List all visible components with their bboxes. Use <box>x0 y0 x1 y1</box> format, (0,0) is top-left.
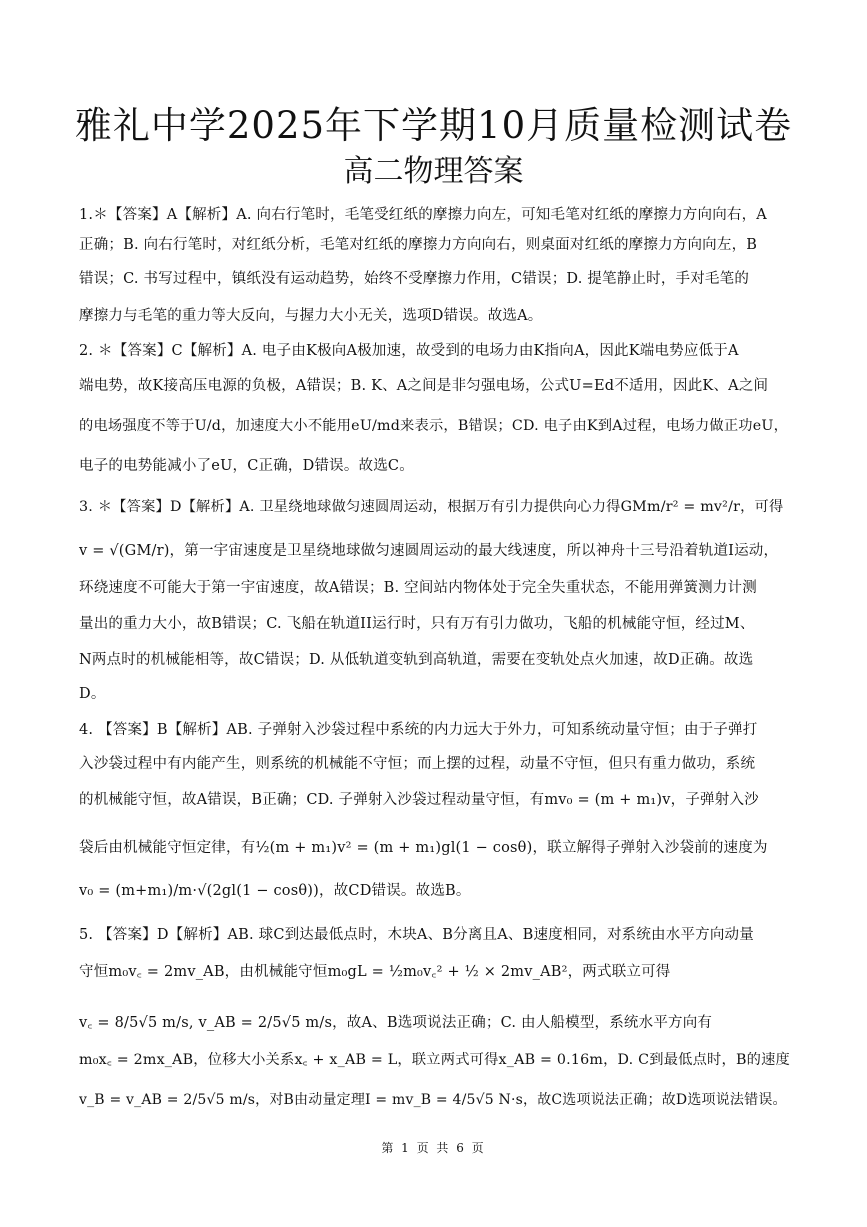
answer-2-line-4: 电子的电势能减小了eU，C正确，D错误。故选C。 <box>79 458 414 474</box>
answer-4-line-4: 袋后由机械能守恒定律，有½(m + m₁)v² = (m + m₁)gl(1 − cosθ)，联立解得子弹射入沙袋前的速度为 <box>79 840 768 856</box>
answer-1-line-4: 摩擦力与毛笔的重力等大反向，与握力大小无关，选项D错误。故选A。 <box>79 308 543 324</box>
answer-3-line-5: N两点时的机械能相等，故C错误；D. 从低轨道变轨到高轨道，需要在变轨处点火加速，故D正确。故选 <box>79 652 754 668</box>
answer-1-line-3: 错误；C. 书写过程中，镇纸没有运动趋势，始终不受摩擦力作用，C错误；D. 提笔静止时，手对毛笔的 <box>79 271 750 287</box>
answer-4-line-3: 的机械能守恒，故A错误，B正确；CD. 子弹射入沙袋过程动量守恒，有mv₀ = (m + m₁)v，子弹射入沙 <box>79 792 759 808</box>
answer-5-line-2: 守恒m₀v꜀ = 2mv_AB，由机械能守恒m₀gL = ½m₀v꜀² + ½ × 2mv_AB²，两式联立可得 <box>79 964 671 980</box>
answer-3-line-3: 环绕速度不可能大于第一宇宙速度，故A错误；B. 空间站内物体处于完全失重状态，不能用弹簧测力计测 <box>79 580 757 596</box>
answer-3-line-6: D。 <box>79 686 106 702</box>
answer-2-line-3: 的电场强度不等于U/d，加速度大小不能用eU/md来表示，B错误；CD. 电子由K到A过程，电场力做正功eU， <box>79 418 789 434</box>
answer-2-line-2: 端电势，故K接高压电源的负极，A错误；B. K、A之间是非匀强电场，公式U=Ed不适用，因此K、A之间 <box>79 378 769 394</box>
answer-3-line-2: v = √(GM/r)，第一宇宙速度是卫星绕地球做匀速圆周运动的最大线速度，所以神舟十三号沿着轨道I运动， <box>79 543 779 559</box>
page-subtitle: 高二物理答案 <box>343 154 524 189</box>
answer-5-line-5: v_B = v_AB = 2/5√5 m/s，对B由动量定理I = mv_B = 4/5√5 N·s，故C选项说法正确；故D选项说法错误。 <box>79 1092 787 1108</box>
answer-3-line-4: 量出的重力大小，故B错误；C. 飞船在轨道II运行时，只有万有引力做功，飞船的机械能守恒，经过M、 <box>79 616 755 632</box>
answer-1-line-1: 1.＊【答案】A【解析】A. 向右行笔时，毛笔受红纸的摩擦力向左，可知毛笔对红纸的摩擦力方向向右，A <box>79 207 767 223</box>
answer-1-line-2: 正确；B. 向右行笔时，对红纸分析，毛笔对红纸的摩擦力方向向右，则桌面对红纸的摩擦力方向向左，B <box>79 237 758 253</box>
page-title: 雅礼中学2025年下学期10月质量检测试卷 <box>74 104 793 147</box>
answer-5-line-1: 5. 【答案】D【解析】AB. 球C到达最低点时，木块A、B分离且A、B速度相同，对系统由水平方向动量 <box>79 927 754 943</box>
answer-4-line-2: 入沙袋过程中有内能产生，则系统的机械能不守恒；而上摆的过程，动量不守恒，但只有重力做功，系统 <box>79 756 756 772</box>
answer-2-line-1: 2. ＊【答案】C【解析】A. 电子由K极向A极加速，故受到的电场力由K指向A，因此K端电势应低于A <box>79 343 739 359</box>
answer-5-line-4: m₀x꜀ = 2mx_AB，位移大小关系x꜀ + x_AB = L，联立两式可得x_AB = 0.16m，D. C到最低点时，B的速度 <box>79 1052 790 1068</box>
answer-4-line-1: 4. 【答案】B【解析】AB. 子弹射入沙袋过程中系统的内力远大于外力，可知系统动量守恒；由于子弹打 <box>79 722 758 738</box>
answer-4-line-5: v₀ = (m+m₁)/m·√(2gl(1 − cosθ))，故CD错误。故选B。 <box>79 883 471 899</box>
answer-3-line-1: 3. ＊【答案】D【解析】A. 卫星绕地球做匀速圆周运动，根据万有引力提供向心力得GMm/r² = mv²/r，可得 <box>79 499 784 515</box>
answer-5-line-3: v꜀ = 8/5√5 m/s, v_AB = 2/5√5 m/s，故A、B选项说法正确；C. 由人船模型，系统水平方向有 <box>79 1015 713 1031</box>
page-number-footer: 第 1 页 共 6 页 <box>381 1141 486 1155</box>
